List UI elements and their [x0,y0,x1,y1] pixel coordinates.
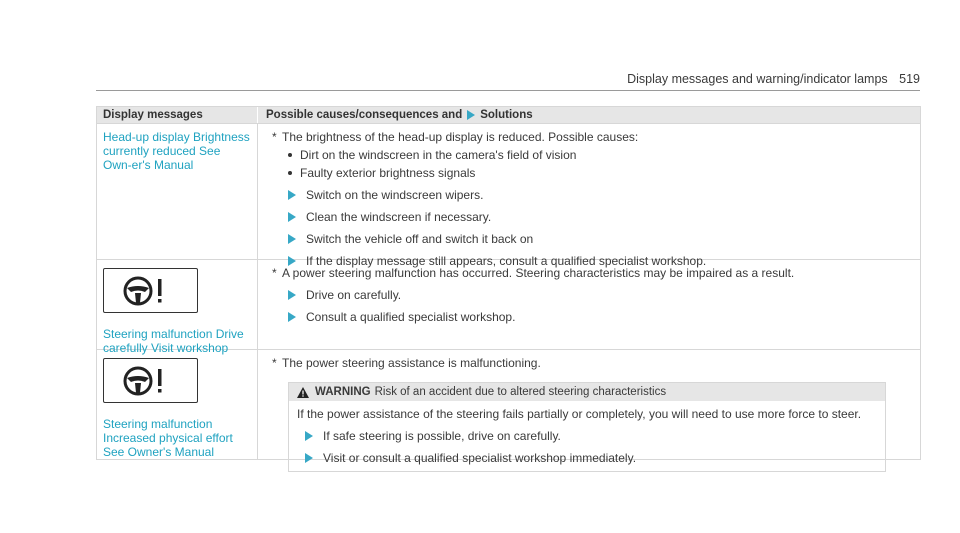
bullet-icon [288,153,292,157]
table-row [97,259,920,355]
solution-step: Switch the vehicle off and switch it back on [288,232,912,246]
step-arrow-icon [288,190,296,200]
step-arrow-icon [288,212,296,222]
running-head [627,72,920,86]
cause-text: The power steering assistance is malfunctioning. [282,356,541,370]
steering-wheel-warning-icon [103,268,198,313]
running-head-title: Display messages and warning/indicator lamps [627,72,888,86]
header-rule [96,90,920,91]
cause: * A power steering malfunction has occurred. Steering characteristics may be impaired as a result. [272,266,795,280]
col-header-causes [258,109,920,121]
solution-arrow-icon [467,110,475,120]
display-message-line: See Owner's Manual [103,445,215,459]
list-item: Faulty exterior brightness signals [288,166,912,180]
message-cell [97,350,258,459]
warning-body [289,401,885,471]
bullet-icon [288,171,292,175]
solution-step: Visit or consult a qualified specialist workshop immediately. [305,451,877,465]
causes-cell [258,350,920,465]
step-arrow-icon [288,234,296,244]
step-arrow-icon [288,312,296,322]
cause: * The power steering assistance is malfunctioning. [272,356,541,370]
solution-steps [288,288,912,324]
warning-triangle-icon [297,387,309,398]
warning-header [289,383,885,401]
cause-text: The brightness of the head-up display is reduced. Possible causes: [282,130,639,144]
solution-step: If safe steering is possible, drive on carefully. [305,429,877,443]
display-message: Steering malfunction Drive carefully Visit workshop [103,327,244,355]
message-cell [97,260,258,355]
causes-cell [258,260,920,349]
table-row [97,349,920,465]
col-header-solutions-text: Solutions [480,109,533,121]
display-message-line: Steering malfunction [103,417,213,431]
list-item: Dirt on the windscreen in the camera's field of vision [288,148,912,162]
display-message: Head-up display Brightness currently reduced See Own-er's Manual [103,130,250,172]
step-arrow-icon [288,290,296,300]
solution-step: Clean the windscreen if necessary. [288,210,912,224]
warning-title: Risk of an accident due to altered steering characteristics [374,386,667,398]
display-message-line: Increased physical effort [103,431,233,445]
step-arrow-icon [305,453,313,463]
warning-text: If the power assistance of the steering fails partially or completely, you will need to use more force to steer. [297,407,862,421]
warning-box [288,382,886,472]
warning-label: WARNING [315,386,371,398]
solution-step: Consult a qualified specialist workshop. [288,310,912,324]
table-row [97,123,920,268]
solution-step: Drive on carefully. [288,288,912,302]
cause-list [288,148,912,180]
col-header-messages: Display messages [97,107,258,123]
warning-steps [305,429,877,465]
solution-steps [288,188,912,268]
steering-wheel-warning-icon [103,358,198,403]
page-number: 519 [899,72,920,86]
table-header [97,107,920,123]
message-cell [97,124,258,259]
cause: * The brightness of the head-up display is reduced. Possible causes: [272,130,639,144]
col-header-causes-text: Possible causes/consequences and [266,109,463,121]
solution-step: Switch on the windscreen wipers. [288,188,912,202]
causes-cell [258,124,920,268]
display-messages-table [96,106,921,465]
cause-text: A power steering malfunction has occurred. Steering characteristics may be impaired as a result. [282,266,795,280]
step-arrow-icon [305,431,313,441]
solution-step: If the display message still appears, consult a qualified specialist workshop. [288,254,912,268]
